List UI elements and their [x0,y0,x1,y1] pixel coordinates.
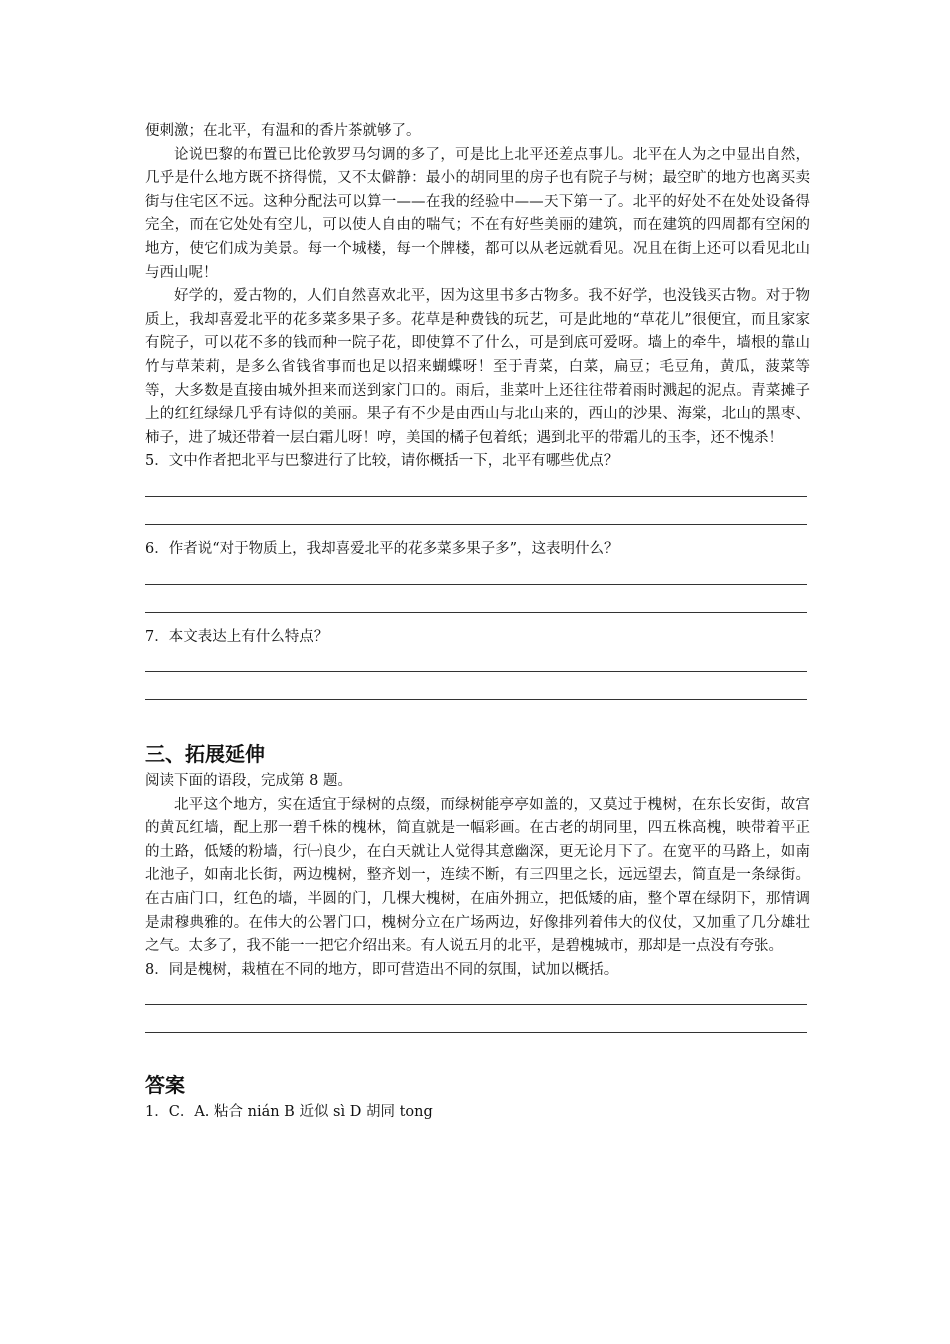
answer-item: 1．C．A. 粘合 nián B 近似 sì D 胡同 tong [145,1104,433,1121]
answer-line[interactable] [145,496,807,497]
answer-line[interactable] [145,671,807,672]
section-heading: 三、拓展延伸 [145,742,265,767]
question-8: 8．同是槐树，栽植在不同的地方，即可营造出不同的氛围，试加以概括。 [145,961,619,978]
question-6: 6．作者说“对于物质上，我却喜爱北平的花多菜多果子多”，这表明什么？ [145,540,619,557]
passage-paragraph: 好学的，爱古物的，人们自然喜欢北平，因为这里书多古物多。我不好学，也没钱买古物。对于物质上，我却喜爱北平的花多菜多果子多。花草是种费钱的玩艺，可是此地的“草花儿”很便宜，而且家家有院子，可以花不多的钱而种一院子花，即使算不了什么，可是到底可爱呀。墙上的牵牛，墙根的靠山竹与草茉莉，是多么省钱省事而也足以招来蝴蝶呀！至于青菜，白菜，扁豆；毛豆角，黄瓜，菠菜等等，大多数是直接由城外担来而送到家门口的。雨后，韭菜叶上还往往带着雨时溅起的泥点。青菜摊子上的红红绿绿几乎有诗似的美丽。果子有不少是由西山与北山来的，西山的沙果、海棠，北山的黑枣、柿子，进了城还带着一层白霜儿呀！哼，美国的橘子包着纸；遇到北平的带霜儿的玉李，还不愧杀！ [145,288,810,446]
question-7: 7．本文表达上有什么特点？ [145,628,329,645]
section-intro: 阅读下面的语段，完成第 8 题。 [145,773,352,790]
document-page [145,120,810,1125]
passage-paragraph: 便刺激；在北平，有温和的香片茶就够了。 [145,123,421,139]
passage-paragraph: 论说巴黎的布置已比伦敦罗马匀调的多了，可是比上北平还差点事儿。北平在人为之中显出自然，几乎是什么地方既不挤得慌，又不太僻静：最小的胡同里的房子也有院子与树；最空旷的地方也离买卖街与住宅区不远。这种分配法可以算一——在我的经验中——天下第一了。北平的好处不在处处设备得完全，而在它处处有空儿，可以使人自由的喘气；不在有好些美丽的建筑，而在建筑的四周都有空闲的地方，使它们成为美景。每一个城楼，每一个牌楼，都可以从老远就看见。况且在街上还可以看见北山与西山呢！ [145,146,810,281]
answer-line[interactable] [145,1004,807,1005]
passage-paragraph: 北平这个地方，实在适宜于绿树的点缀，而绿树能亭亭如盖的，又莫过于槐树，在东长安街，故宫的黄瓦红墙，配上那一碧千株的槐林，简直就是一幅彩画。在古老的胡同里，四五株高槐，映带着平正的土路，低矮的粉墙，行㈠良少，在白天就让人觉得其意幽深，更无论月下了。在宽平的马路上，如南北池子，如南北长街，两边槐树，整齐划一，连续不断，有三四里之长，远远望去，简直是一条绿街。在古庙门口，红色的墙，半圆的门，几棵大槐树，在庙外拥立，把低矮的庙，整个罩在绿阴下，那情调是肃穆典雅的。在伟大的公署门口，槐树分立在广场两边，好像排列着伟大的仪仗，又加重了几分雄壮之气。太多了，我不能一一把它介绍出来。有人说五月的北平，是碧槐城市，那却是一点没有夸张。 [145,796,810,955]
question-5: 5．文中作者把北平与巴黎进行了比较，请你概括一下，北平有哪些优点？ [145,453,619,470]
answers-heading: 答案 [145,1073,185,1098]
answer-line[interactable] [145,584,807,585]
